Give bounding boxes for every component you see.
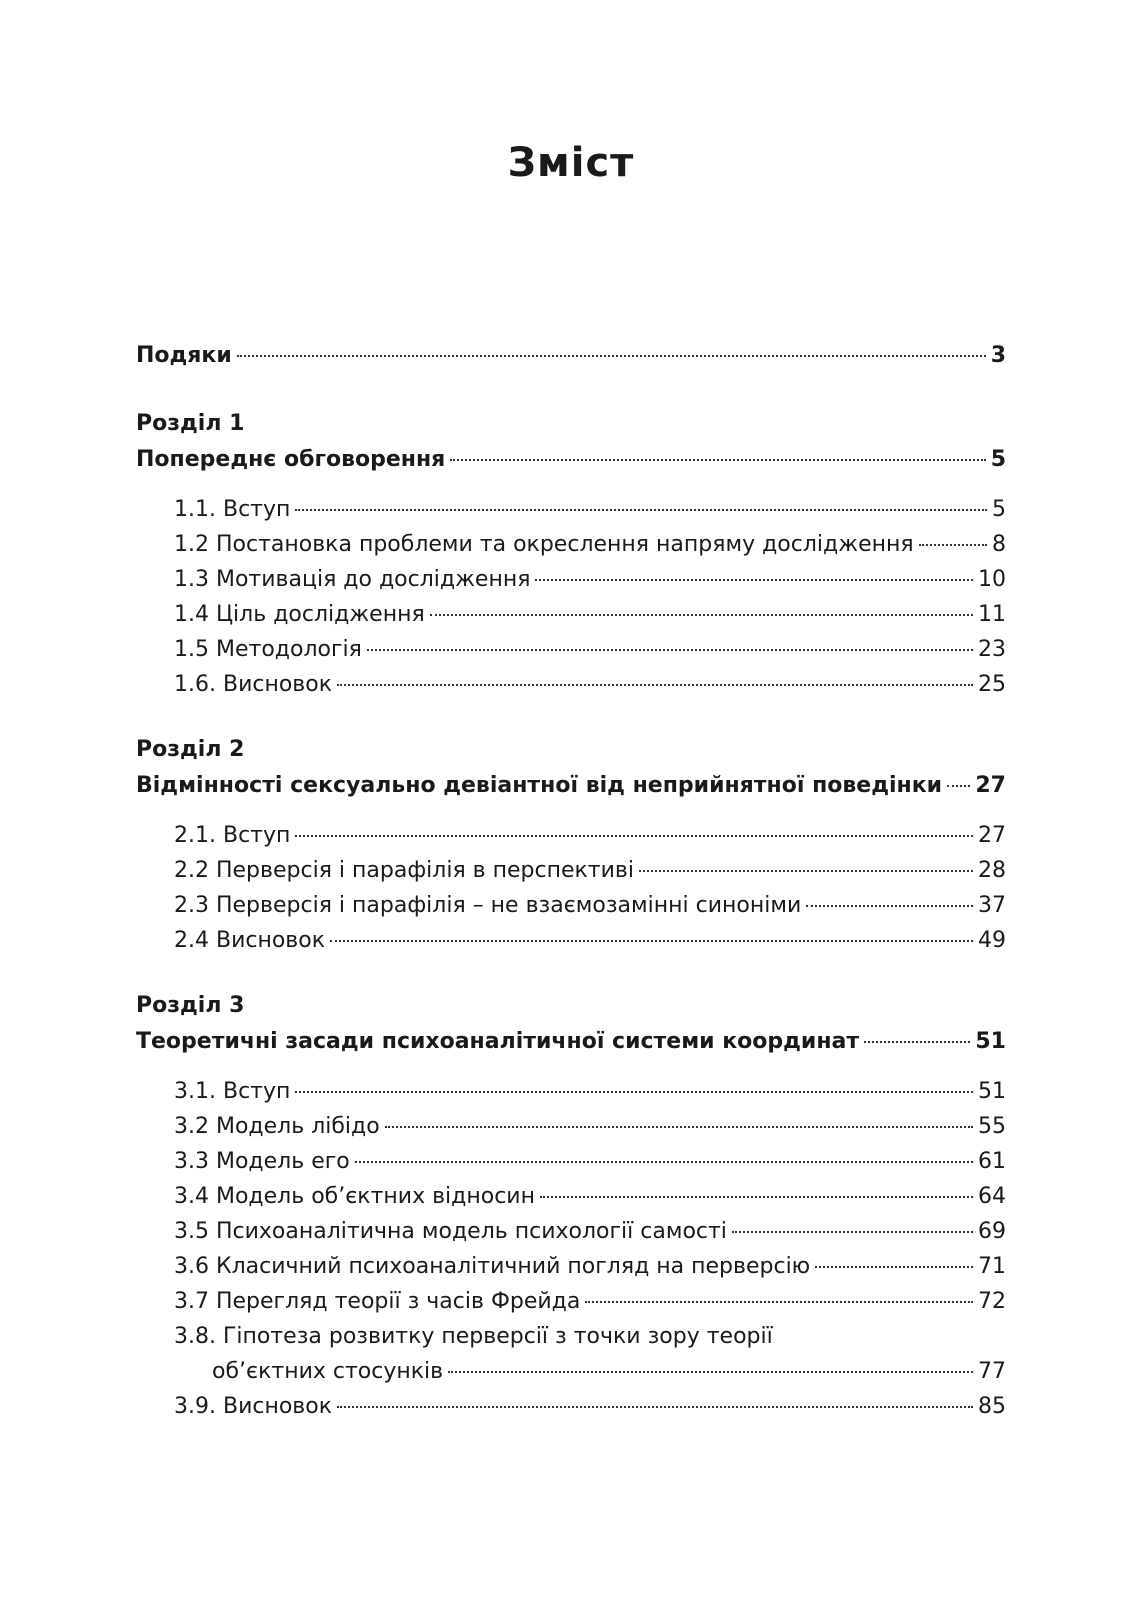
dot-leader [864, 1041, 970, 1043]
toc-entry-label: 3.7 Перегляд теорії з часів Фрейда [174, 1289, 581, 1314]
dot-leader [535, 579, 973, 581]
toc-entry[interactable] [174, 602, 1006, 632]
dot-leader [237, 355, 986, 357]
toc-entry-label: Відмінності сексуально девіантної від неприйнятної поведінки [136, 773, 943, 798]
toc-entry-page: 23 [978, 637, 1006, 662]
toc-entry-page: 55 [978, 1114, 1006, 1139]
toc-entry-page: 71 [978, 1254, 1006, 1279]
toc-entry[interactable] [174, 928, 1006, 958]
toc-entry-page: 85 [978, 1394, 1006, 1419]
dot-leader [450, 459, 985, 461]
toc-entry-label: об’єктних стосунків [212, 1359, 444, 1384]
dot-leader [430, 614, 973, 616]
dot-leader [367, 649, 973, 651]
dot-leader [540, 1196, 973, 1198]
toc-entry-label: 2.2 Перверсія і парафілія в перспективі [174, 858, 635, 883]
toc-entry-label: 1.1. Вступ [174, 497, 291, 522]
toc-entry[interactable] [174, 532, 1006, 562]
toc-entry[interactable] [174, 1254, 1006, 1284]
toc-entry-page: 72 [978, 1289, 1006, 1314]
dot-leader [295, 509, 987, 511]
toc-entry-label: 3.4 Модель об’єктних відносин [174, 1184, 535, 1209]
toc-entry[interactable] [174, 858, 1006, 888]
toc-entry[interactable] [174, 1114, 1006, 1144]
toc-entry-page: 49 [978, 928, 1006, 953]
toc-entry[interactable] [174, 1219, 1006, 1249]
toc-entry-label: 3.9. Висновок [174, 1394, 333, 1419]
dot-leader [448, 1371, 973, 1373]
toc-entry-label: 2.3 Перверсія і парафілія – не взаємозамінні синоніми [174, 893, 802, 918]
toc-entry[interactable] [174, 567, 1006, 597]
toc-entry-page: 37 [978, 893, 1006, 918]
dot-leader [355, 1161, 973, 1163]
toc-entry-chapter[interactable] [136, 447, 1006, 477]
toc-entry-page: 27 [975, 773, 1006, 798]
toc-entry-label: 3.1. Вступ [174, 1079, 291, 1104]
toc-entry-label: 1.5 Методологія [174, 637, 362, 662]
dot-leader [385, 1126, 973, 1128]
toc-entry-label: 1.3 Мотивація до дослідження [174, 567, 531, 592]
toc-entry-page: 8 [992, 532, 1006, 557]
toc-entry-page: 61 [978, 1149, 1006, 1174]
dot-leader [806, 905, 973, 907]
toc-entry[interactable] [174, 497, 1006, 527]
toc-entry[interactable] [174, 1394, 1006, 1424]
toc-entry[interactable] [174, 1184, 1006, 1214]
toc-entry-label: 3.3 Модель его [174, 1149, 350, 1174]
toc-entry-page: 69 [978, 1219, 1006, 1244]
toc-entry-label: 2.1. Вступ [174, 823, 291, 848]
toc-entry-chapter[interactable] [136, 773, 1006, 803]
toc-entry-label: 3.2 Модель лібідо [174, 1114, 380, 1139]
toc-entry[interactable] [212, 1359, 1006, 1389]
toc-entry-label: Подяки [136, 343, 232, 368]
toc-entry-label: 3.6 Класичний психоаналітичний погляд на перверсію [174, 1254, 811, 1279]
dot-leader [732, 1231, 973, 1233]
toc-entry-label: Теоретичні засади психоаналітичної системи координат [136, 1029, 860, 1054]
toc-entry-page: 5 [992, 497, 1006, 522]
toc-entry[interactable] [174, 1079, 1006, 1109]
toc-entry[interactable] [174, 893, 1006, 923]
chapter-heading: Розділ 1 [136, 411, 245, 436]
toc-entry-page: 51 [978, 1079, 1006, 1104]
toc-entry-label: 2.4 Висновок [174, 928, 326, 953]
chapter-heading: Розділ 3 [136, 993, 245, 1018]
dot-leader [337, 1406, 973, 1408]
toc-entry-page: 3 [990, 343, 1006, 368]
dot-leader [639, 870, 973, 872]
dot-leader [585, 1301, 973, 1303]
toc-entry-label: 1.4 Ціль дослідження [174, 602, 425, 627]
toc-entry-label: 3.5 Психоаналітична модель психології самості [174, 1219, 727, 1244]
toc-entry-page: 10 [978, 567, 1006, 592]
dot-leader [815, 1266, 973, 1268]
toc-entry[interactable] [174, 672, 1006, 702]
chapter-heading: Розділ 2 [136, 737, 245, 762]
toc-entry[interactable] [174, 823, 1006, 853]
dot-leader [295, 835, 973, 837]
toc-entry-label: 1.6. Висновок [174, 672, 333, 697]
toc-entry-chapter[interactable] [136, 1029, 1006, 1059]
toc-entry-page: 28 [978, 858, 1006, 883]
page-title: Зміст [507, 140, 635, 186]
toc-entry-page: 64 [978, 1184, 1006, 1209]
dot-leader [947, 785, 970, 787]
toc-entry[interactable] [174, 637, 1006, 667]
dot-leader [919, 544, 987, 546]
toc-entry[interactable] [174, 1289, 1006, 1319]
toc-entry-page: 51 [975, 1029, 1006, 1054]
toc-entry-page: 27 [978, 823, 1006, 848]
dot-leader [295, 1091, 973, 1093]
toc-entry-acknowledgements[interactable] [136, 343, 1006, 373]
toc-entry[interactable] [174, 1149, 1006, 1179]
toc-entry-label: 1.2 Постановка проблеми та окреслення напряму дослідження [174, 532, 914, 557]
toc-entry-page: 25 [978, 672, 1006, 697]
toc-entry-page: 5 [990, 447, 1006, 472]
toc-entry-page: 11 [978, 602, 1006, 627]
toc-entry-label: Попереднє обговорення [136, 447, 446, 472]
dot-leader [337, 684, 973, 686]
toc-entry-page: 77 [978, 1359, 1006, 1384]
toc-entry-label-first-line[interactable]: 3.8. Гіпотеза розвитку перверсії з точки зору теорії [174, 1324, 773, 1349]
dot-leader [330, 940, 973, 942]
